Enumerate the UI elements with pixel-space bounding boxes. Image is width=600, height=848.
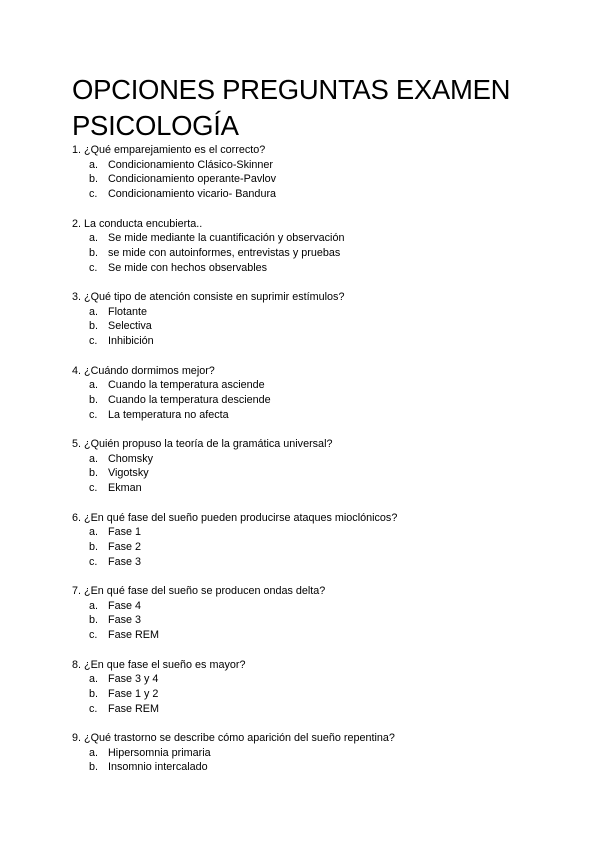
option-text: Fase 3 xyxy=(108,614,142,627)
question-text: 4. ¿Cuándo dormimos mejor? xyxy=(72,364,215,377)
question-item xyxy=(72,143,552,202)
option-letter: c. xyxy=(89,482,98,495)
option-letter: c. xyxy=(89,408,98,421)
answer-option xyxy=(72,672,552,687)
option-letter: a. xyxy=(89,158,99,171)
option-text: Fase REM xyxy=(108,629,159,642)
option-text: Condicionamiento vicario- Bandura xyxy=(108,188,277,201)
answer-option xyxy=(72,613,552,628)
answer-option xyxy=(72,261,552,276)
answer-option xyxy=(72,246,552,261)
option-text: Condicionamiento operante-Pavlov xyxy=(108,173,277,186)
option-letter: c. xyxy=(89,702,98,715)
answer-option xyxy=(72,746,552,761)
option-letter: b. xyxy=(89,393,99,406)
answer-option xyxy=(72,760,552,775)
option-letter: a. xyxy=(89,232,99,245)
option-letter: c. xyxy=(89,188,98,201)
option-letter: a. xyxy=(89,452,99,465)
option-text: Ekman xyxy=(108,482,142,495)
title-line-2: PSICOLOGÍA xyxy=(72,110,239,141)
question-text: 2. La conducta encubierta.. xyxy=(72,217,203,230)
answer-option xyxy=(72,687,552,702)
option-text: Se mide mediante la cuantificación y observación xyxy=(108,232,345,245)
option-text: La temperatura no afecta xyxy=(108,408,229,421)
option-text: Condicionamiento Clásico-Skinner xyxy=(108,158,274,171)
answer-option xyxy=(72,628,552,643)
option-text: Fase 3 xyxy=(108,555,142,568)
option-text: Vigotsky xyxy=(108,467,149,480)
option-text: Selectiva xyxy=(108,320,152,333)
option-letter: a. xyxy=(89,526,99,539)
option-text: Cuando la temperatura desciende xyxy=(108,393,271,406)
option-text: Insomnio intercalado xyxy=(108,761,208,774)
answer-option xyxy=(72,172,552,187)
answer-option xyxy=(72,158,552,173)
question-item xyxy=(72,511,552,570)
question-item xyxy=(72,290,552,349)
question-item xyxy=(72,217,552,276)
title-line-1: OPCIONES PREGUNTAS EXAMEN xyxy=(72,74,511,105)
question-text: 3. ¿Qué tipo de atención consiste en suprimir estímulos? xyxy=(72,291,345,303)
answer-option xyxy=(72,540,552,555)
option-letter: a. xyxy=(89,599,99,612)
answer-option xyxy=(72,393,552,408)
option-letter: c. xyxy=(89,555,98,568)
question-text: 5. ¿Quién propuso la teoría de la gramática universal? xyxy=(72,438,333,450)
page-title xyxy=(72,72,552,144)
option-text: Flotante xyxy=(108,305,148,318)
option-letter: a. xyxy=(89,305,99,318)
option-letter: b. xyxy=(89,687,99,700)
answer-option xyxy=(72,408,552,423)
question-item xyxy=(72,364,552,423)
option-letter: b. xyxy=(89,173,99,186)
question-item xyxy=(72,437,552,496)
option-text: Fase 1 xyxy=(108,526,142,539)
answer-option xyxy=(72,231,552,246)
option-letter: b. xyxy=(89,467,99,480)
option-letter: b. xyxy=(89,540,99,553)
answer-option xyxy=(72,305,552,320)
question-item xyxy=(72,584,552,643)
option-text: Se mide con hechos observables xyxy=(108,261,268,274)
option-text: Hipersomnia primaria xyxy=(108,746,211,759)
question-text: 6. ¿En qué fase del sueño pueden producirse ataques mioclónicos? xyxy=(72,511,398,524)
answer-option xyxy=(72,378,552,393)
answer-option xyxy=(72,481,552,496)
option-text: Chomsky xyxy=(108,452,153,465)
answer-option xyxy=(72,319,552,334)
option-letter: a. xyxy=(89,379,99,392)
option-letter: a. xyxy=(89,673,99,686)
option-letter: b. xyxy=(89,246,99,259)
option-text: Fase REM xyxy=(108,702,159,715)
option-text: Fase 2 xyxy=(108,540,142,553)
option-letter: b. xyxy=(89,614,99,627)
option-letter: a. xyxy=(89,746,99,759)
answer-option xyxy=(72,187,552,202)
answer-option xyxy=(72,599,552,614)
answer-option xyxy=(72,452,552,467)
question-text: 1. ¿Qué emparejamiento es el correcto? xyxy=(72,144,266,156)
question-item xyxy=(72,731,552,775)
option-text: Cuando la temperatura asciende xyxy=(108,379,265,392)
answer-option xyxy=(72,555,552,570)
option-letter: b. xyxy=(89,761,99,774)
answer-option xyxy=(72,334,552,349)
option-text: Fase 4 xyxy=(108,599,142,612)
option-letter: b. xyxy=(89,320,99,333)
option-letter: c. xyxy=(89,335,98,348)
option-text: Fase 3 y 4 xyxy=(108,673,159,686)
option-letter: c. xyxy=(89,261,98,274)
question-text: 7. ¿En qué fase del sueño se producen ondas delta? xyxy=(72,585,326,597)
answer-option xyxy=(72,466,552,481)
answer-option xyxy=(72,702,552,717)
option-letter: c. xyxy=(89,629,98,642)
question-text: 8. ¿En que fase el sueño es mayor? xyxy=(72,658,246,671)
answer-option xyxy=(72,525,552,540)
option-text: se mide con autoinformes, entrevistas y pruebas xyxy=(108,246,341,259)
question-text: 9. ¿Qué trastorno se describe cómo aparición del sueño repentina? xyxy=(72,732,395,744)
option-text: Inhibición xyxy=(108,335,154,348)
question-list xyxy=(72,143,552,790)
question-item xyxy=(72,658,552,717)
option-text: Fase 1 y 2 xyxy=(108,687,159,700)
